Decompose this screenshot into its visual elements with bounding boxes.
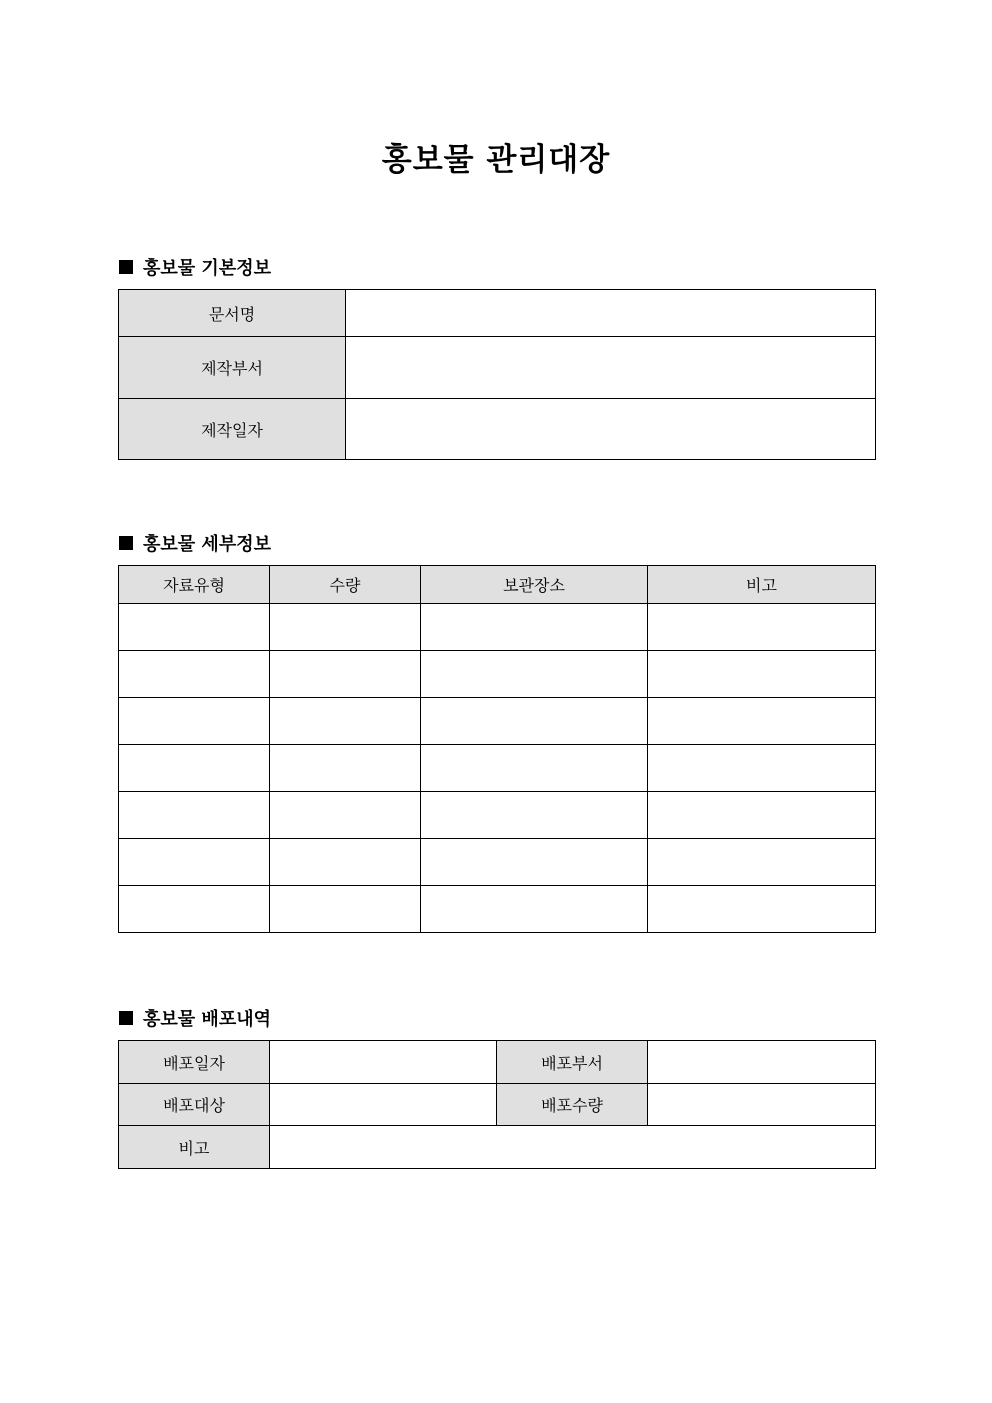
cell-type[interactable] bbox=[119, 698, 270, 745]
cell-quantity[interactable] bbox=[270, 886, 421, 933]
section-title-basic: 홍보물 기본정보 bbox=[143, 258, 271, 279]
document-name-field[interactable] bbox=[346, 290, 876, 337]
cell-storage[interactable] bbox=[421, 886, 648, 933]
label-distribution-date: 배포일자 bbox=[119, 1041, 270, 1084]
column-header-storage: 보관장소 bbox=[421, 566, 648, 604]
cell-type[interactable] bbox=[119, 745, 270, 792]
basic-info-table bbox=[118, 289, 876, 460]
label-document-name: 문서명 bbox=[119, 290, 346, 337]
cell-storage[interactable] bbox=[421, 651, 648, 698]
table-row bbox=[119, 1126, 876, 1169]
remark-field[interactable] bbox=[270, 1126, 876, 1169]
cell-quantity[interactable] bbox=[270, 698, 421, 745]
cell-storage[interactable] bbox=[421, 604, 648, 651]
table-row bbox=[119, 604, 876, 651]
cell-remark[interactable] bbox=[648, 604, 876, 651]
cell-type[interactable] bbox=[119, 792, 270, 839]
cell-storage[interactable] bbox=[421, 698, 648, 745]
distribution-quantity-field[interactable] bbox=[648, 1084, 876, 1126]
table-header-row bbox=[119, 566, 876, 604]
cell-remark[interactable] bbox=[648, 839, 876, 886]
table-row bbox=[119, 886, 876, 933]
section-heading-basic bbox=[119, 254, 271, 280]
cell-quantity[interactable] bbox=[270, 839, 421, 886]
cell-type[interactable] bbox=[119, 651, 270, 698]
section-title-distribution: 홍보물 배포내역 bbox=[143, 1009, 271, 1030]
label-distribution-target: 배포대상 bbox=[119, 1084, 270, 1126]
table-row bbox=[119, 1084, 876, 1126]
cell-storage[interactable] bbox=[421, 745, 648, 792]
cell-storage[interactable] bbox=[421, 839, 648, 886]
table-row bbox=[119, 290, 876, 337]
distribution-date-field[interactable] bbox=[270, 1041, 497, 1084]
square-bullet-icon bbox=[119, 536, 133, 550]
table-row bbox=[119, 337, 876, 399]
cell-storage[interactable] bbox=[421, 792, 648, 839]
square-bullet-icon bbox=[119, 260, 133, 274]
cell-remark[interactable] bbox=[648, 886, 876, 933]
label-production-dept: 제작부서 bbox=[119, 337, 346, 399]
document-title: 홍보물 관리대장 bbox=[381, 142, 611, 178]
table-row bbox=[119, 399, 876, 460]
table-row bbox=[119, 651, 876, 698]
production-dept-field[interactable] bbox=[346, 337, 876, 399]
table-row bbox=[119, 792, 876, 839]
column-header-quantity: 수량 bbox=[270, 566, 421, 604]
cell-quantity[interactable] bbox=[270, 745, 421, 792]
column-header-remark: 비고 bbox=[648, 566, 876, 604]
label-remark: 비고 bbox=[119, 1126, 270, 1169]
label-distribution-dept: 배포부서 bbox=[497, 1041, 648, 1084]
distribution-table bbox=[118, 1040, 876, 1169]
production-date-field[interactable] bbox=[346, 399, 876, 460]
cell-type[interactable] bbox=[119, 604, 270, 651]
table-row bbox=[119, 839, 876, 886]
cell-remark[interactable] bbox=[648, 698, 876, 745]
section-heading-distribution bbox=[119, 1005, 271, 1031]
table-row bbox=[119, 745, 876, 792]
label-production-date: 제작일자 bbox=[119, 399, 346, 460]
section-title-detail: 홍보물 세부정보 bbox=[143, 534, 271, 555]
table-row bbox=[119, 1041, 876, 1084]
cell-quantity[interactable] bbox=[270, 792, 421, 839]
distribution-dept-field[interactable] bbox=[648, 1041, 876, 1084]
cell-type[interactable] bbox=[119, 886, 270, 933]
cell-remark[interactable] bbox=[648, 651, 876, 698]
cell-remark[interactable] bbox=[648, 792, 876, 839]
detail-info-table bbox=[118, 565, 876, 933]
cell-quantity[interactable] bbox=[270, 604, 421, 651]
square-bullet-icon bbox=[119, 1011, 133, 1025]
cell-quantity[interactable] bbox=[270, 651, 421, 698]
label-distribution-quantity: 배포수량 bbox=[497, 1084, 648, 1126]
column-header-type: 자료유형 bbox=[119, 566, 270, 604]
distribution-target-field[interactable] bbox=[270, 1084, 497, 1126]
cell-remark[interactable] bbox=[648, 745, 876, 792]
cell-type[interactable] bbox=[119, 839, 270, 886]
section-heading-detail bbox=[119, 530, 271, 556]
table-row bbox=[119, 698, 876, 745]
